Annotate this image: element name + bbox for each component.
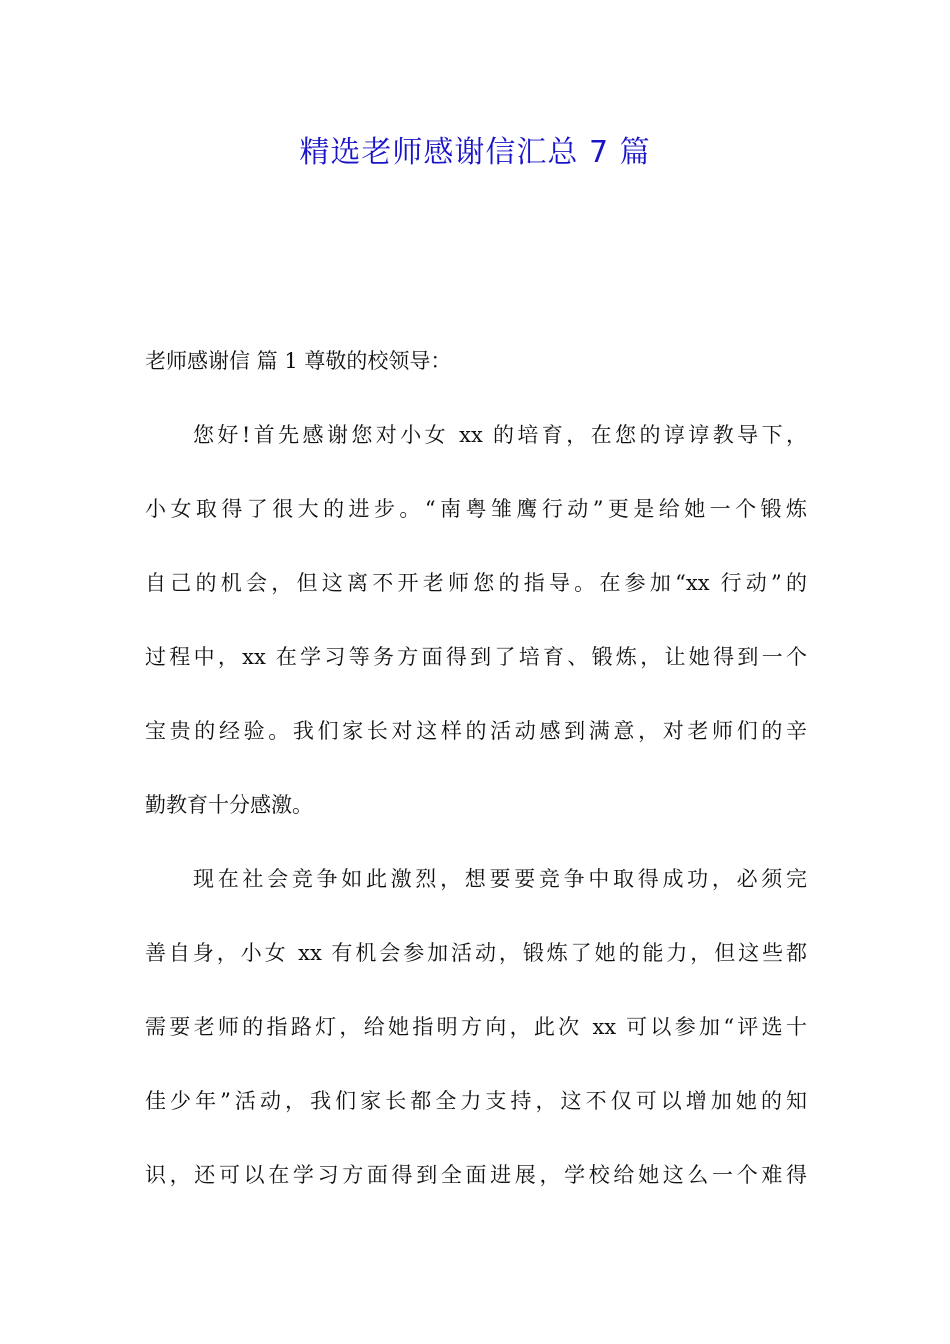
line-gap bbox=[145, 682, 807, 706]
document-title: 精选老师感谢信汇总 7 篇 bbox=[299, 135, 651, 170]
paragraph-1-line-6: 勤教育十分感激。 bbox=[145, 793, 313, 817]
paragraph-2-line-5: 识，还可以在学习方面得到全面进展，学校给她这么一个难得 bbox=[145, 1163, 807, 1187]
line-gap bbox=[145, 1052, 807, 1076]
line-gap bbox=[145, 460, 807, 484]
paragraph-2-line-4: 佳少年”活动，我们家长都全力支持，这不仅可以增加她的知 bbox=[145, 1089, 807, 1113]
paragraph-1-line-3: 自己的机会，但这离不开老师您的指导。在参加“xx 行动”的 bbox=[145, 571, 807, 595]
line-gap bbox=[145, 1126, 807, 1150]
line-gap bbox=[145, 978, 807, 1002]
paragraph-1-line-4: 过程中，xx 在学习等务方面得到了培育、锻炼，让她得到一个 bbox=[145, 645, 807, 669]
line-gap bbox=[145, 756, 807, 780]
letter-body bbox=[145, 336, 807, 1200]
paragraph-2-line-1: 现在社会竞争如此激烈，想要要竞争中取得成功，必须完 bbox=[193, 867, 807, 891]
paragraph-1-line-1: 您好!首先感谢您对小女 xx 的培育，在您的谆谆教导下， bbox=[193, 423, 807, 447]
paragraph-gap bbox=[145, 830, 807, 854]
paragraph-1-line-2: 小女取得了很大的进步。“南粤雏鹰行动”更是给她一个锻炼 bbox=[145, 497, 807, 521]
line-gap bbox=[145, 534, 807, 558]
paragraph-gap bbox=[145, 386, 807, 410]
paragraph-2-line-3: 需要老师的指路灯，给她指明方向，此次 xx 可以参加“评选十 bbox=[145, 1015, 807, 1039]
letter-heading-line: 老师感谢信 篇 1 尊敬的校领导： bbox=[145, 349, 452, 373]
line-gap bbox=[145, 608, 807, 632]
paragraph-2-line-2: 善自身，小女 xx 有机会参加活动，锻炼了她的能力，但这些都 bbox=[145, 941, 807, 965]
paragraph-1-line-5: 宝贵的经验。我们家长对这样的活动感到满意，对老师们的辛 bbox=[145, 719, 807, 743]
line-gap bbox=[145, 904, 807, 928]
